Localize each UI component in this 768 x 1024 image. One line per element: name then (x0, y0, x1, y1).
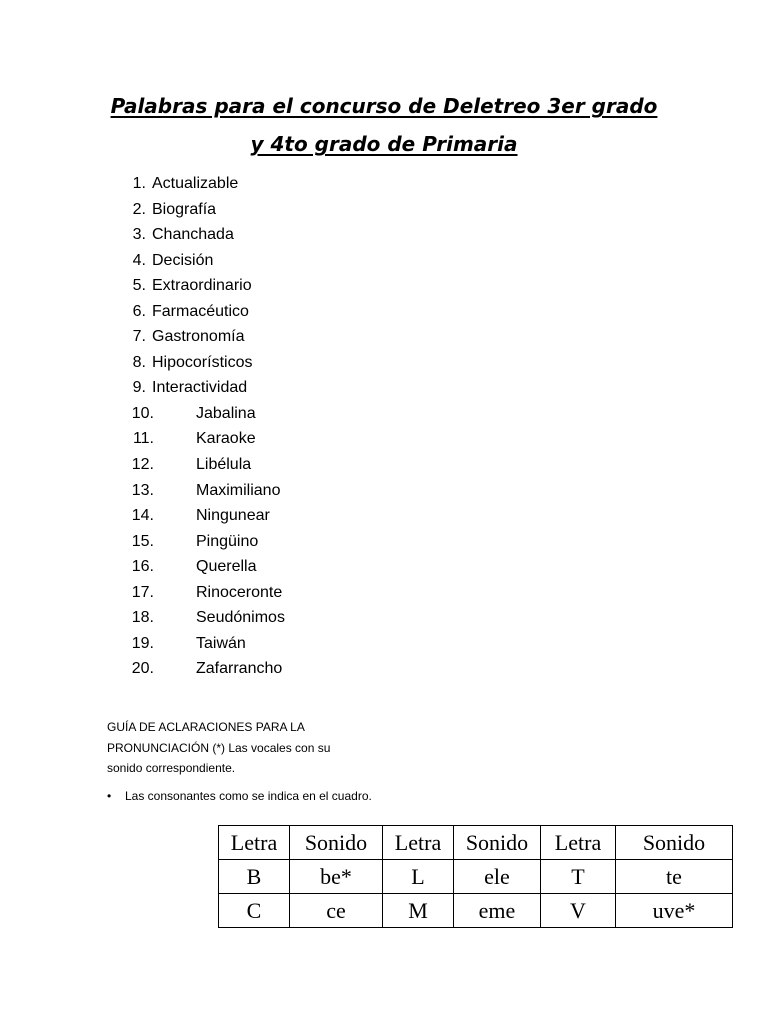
list-item-number: 2. (132, 200, 146, 218)
table-cell: te (616, 860, 733, 894)
list-item-number: 7. (132, 328, 146, 346)
table-header-cell: Sonido (454, 826, 541, 860)
list-item-word: Extraordinario (152, 277, 252, 295)
table-cell: ele (454, 860, 541, 894)
list-item-number: 14. (131, 507, 154, 525)
list-item-number: 18. (131, 609, 154, 627)
list-item-word: Interactividad (152, 379, 248, 397)
table-cell: uve* (616, 894, 733, 928)
table-row (219, 894, 733, 928)
table-cell: T (541, 860, 616, 894)
list-item-number: 20. (131, 660, 154, 678)
list-item-number: 16. (131, 558, 154, 576)
table-header-cell: Sonido (290, 826, 383, 860)
list-item-number: 3. (132, 226, 146, 244)
bullet-icon: • (107, 789, 112, 803)
list-item-word: Rinoceronte (196, 583, 283, 601)
table-cell: ce (290, 894, 383, 928)
pronunciation-guide-text: GUÍA DE ACLARACIONES PARA LA PRONUNCIACIÓN (*) Las vocales con su sonido correspondiente. (107, 720, 331, 775)
table-cell: eme (454, 894, 541, 928)
table-cell: M (383, 894, 454, 928)
table-cell: C (219, 894, 290, 928)
list-item-word: Querella (196, 558, 257, 576)
table-cell: B (219, 860, 290, 894)
list-item-number: 8. (132, 353, 146, 371)
consonants-note (107, 786, 372, 806)
table-cell: V (541, 894, 616, 928)
letter-sound-table (218, 825, 733, 928)
list-item-number: 12. (131, 456, 154, 474)
table-header-cell: Letra (219, 826, 290, 860)
list-item-word: Decisión (152, 251, 214, 269)
table-header-cell: Letra (383, 826, 454, 860)
document-title-line-1: Palabras para el concurso de Deletreo 3er grado (110, 94, 658, 118)
list-item-word: Zafarrancho (196, 660, 283, 678)
document-title-line-2: y 4to grado de Primaria (250, 132, 518, 156)
list-item-word: Farmacéutico (152, 302, 249, 320)
list-item-number: 6. (132, 302, 146, 320)
list-item-word: Ningunear (196, 507, 270, 525)
table-header-row (219, 826, 733, 860)
list-item-word: Karaoke (196, 430, 256, 448)
list-item-word: Biografía (152, 200, 217, 218)
list-item-number: 17. (131, 583, 154, 601)
list-item-number: 1. (132, 175, 146, 192)
list-item-word: Seudónimos (196, 609, 285, 627)
list-item-word: Jabalina (196, 404, 256, 422)
list-item-word: Libélula (196, 456, 252, 474)
list-item-number: 10. (131, 404, 154, 422)
list-item-number: 15. (131, 532, 154, 550)
list-item-word: Taiwán (196, 634, 246, 652)
list-item-number: 5. (132, 277, 146, 295)
table-header-cell: Sonido (616, 826, 733, 860)
consonants-note-text: Las consonantes como se indica en el cuadro. (125, 789, 372, 803)
list-item-word: Pingüino (196, 532, 259, 550)
list-item-number: 9. (132, 379, 146, 397)
list-item-number: 19. (131, 634, 154, 652)
table-header-cell: Letra (541, 826, 616, 860)
table-cell: be* (290, 860, 383, 894)
list-item-word: Hipocorísticos (152, 353, 253, 371)
list-item-number: 11. (132, 430, 154, 448)
list-item-number: 13. (131, 481, 154, 499)
table-row (219, 860, 733, 894)
table-cell: L (383, 860, 454, 894)
list-item-number: 4. (132, 251, 146, 269)
list-item-word: Maximiliano (196, 481, 281, 499)
list-item-word: Chanchada (152, 226, 234, 244)
list-item-word: Actualizable (152, 175, 239, 192)
list-item-word: Gastronomía (152, 328, 245, 346)
